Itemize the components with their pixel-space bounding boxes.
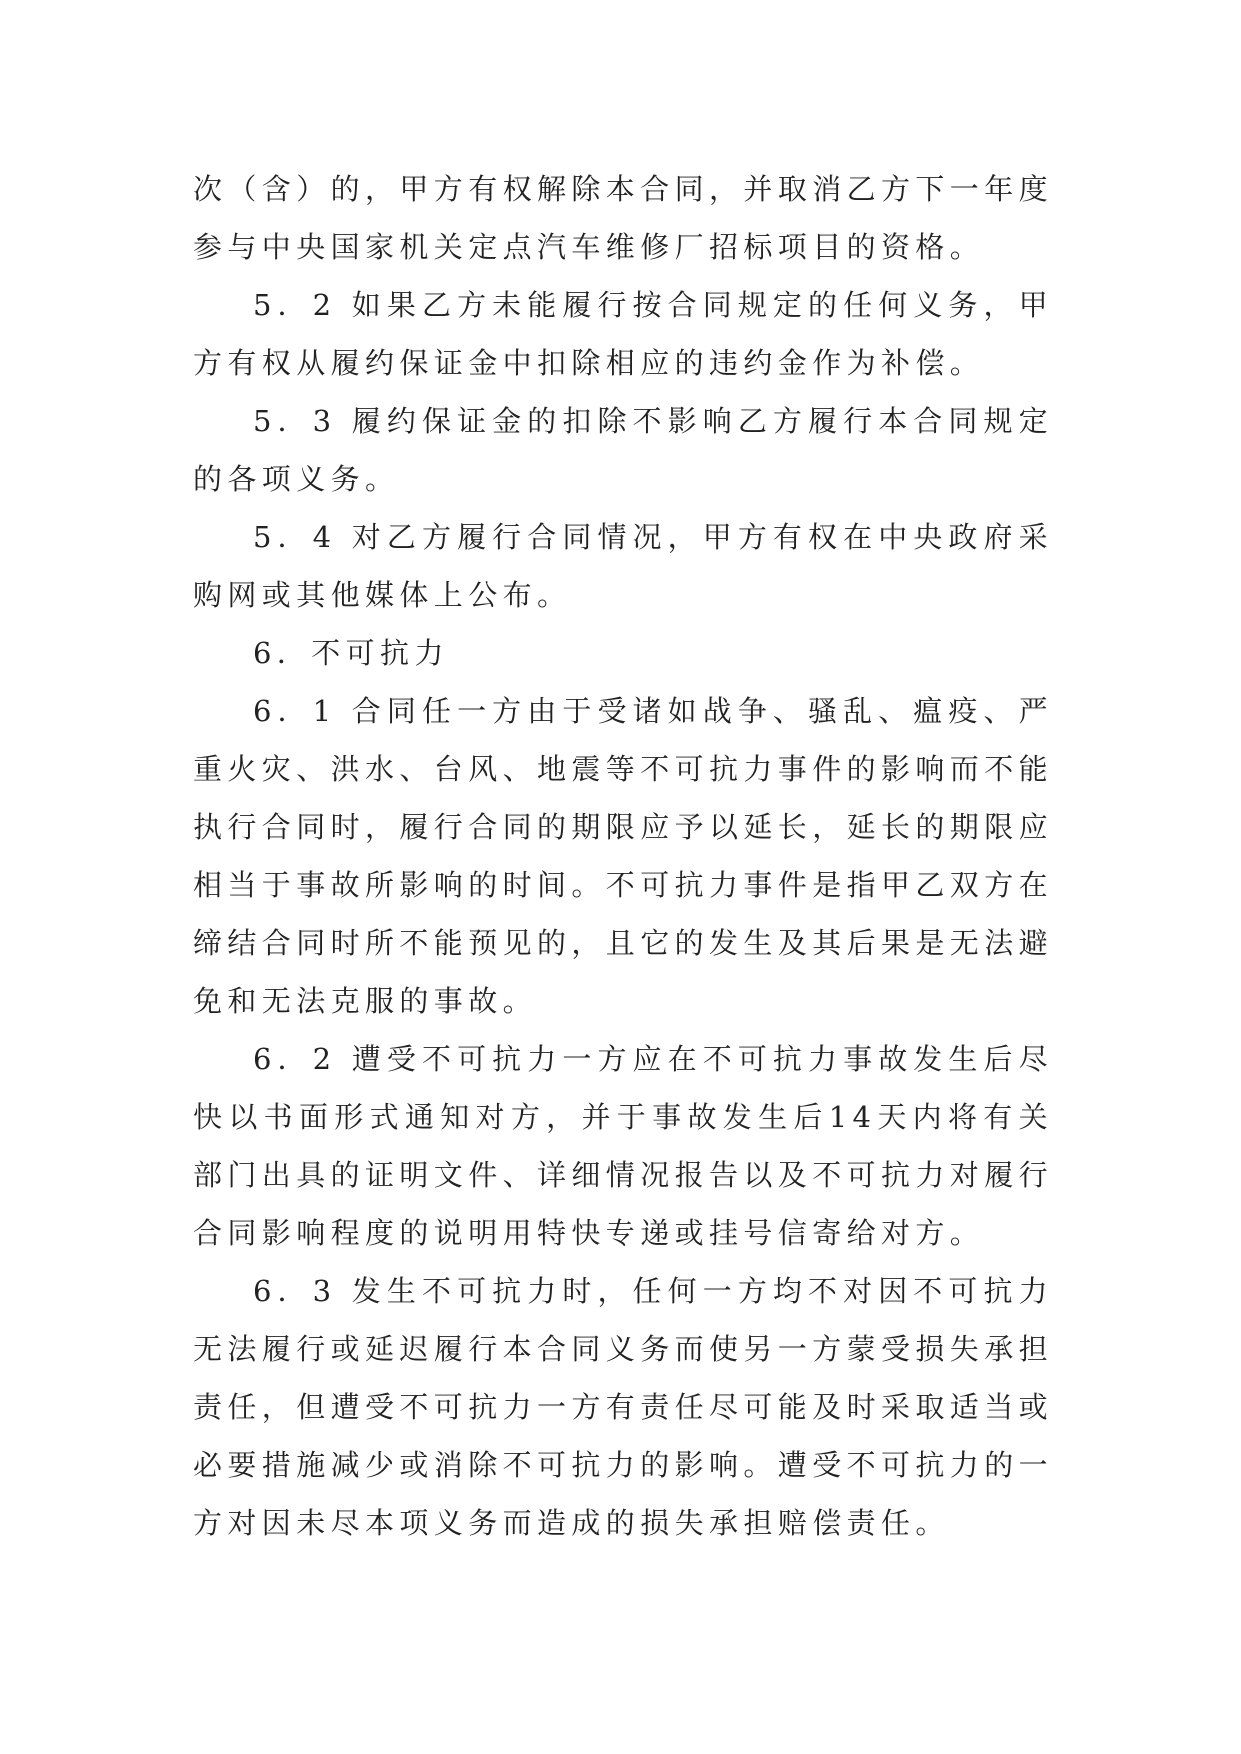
section-heading-6: 6．不可抗力 bbox=[253, 636, 449, 670]
paragraph-5-2: 5．2 如果乙方未能履行按合同规定的任何义务，甲方有权从履约保证金中扣除相应的违约金作为补偿。 bbox=[193, 288, 1053, 380]
paragraph-6-1: 6．1 合同任一方由于受诸如战争、骚乱、瘟疫、严重火灾、洪水、台风、地震等不可抗力事件的影响而不能执行合同时，履行合同的期限应予以延长，延长的期限应相当于事故所影响的时间。不可抗力事件是指甲乙双方在缔结合同时所不能预见的，且它的发生及其后果是无法避免和无法克服的事故。 bbox=[193, 694, 1054, 1018]
paragraph-6-2: 6．2 遭受不可抗力一方应在不可抗力事故发生后尽快以书面形式通知对方，并于事故发生后14天内将有关部门出具的证明文件、详细情况报告以及不可抗力对履行合同影响程度的说明用特快专递或挂号信寄给对方。 bbox=[193, 1042, 1054, 1250]
paragraph-continuation: 次（含）的，甲方有权解除本合同，并取消乙方下一年度参与中央国家机关定点汽车维修厂招标项目的资格。 bbox=[193, 172, 1054, 264]
paragraph-5-3: 5．3 履约保证金的扣除不影响乙方履行本合同规定的各项义务。 bbox=[193, 404, 1053, 496]
paragraph-6-3: 6．3 发生不可抗力时，任何一方均不对因不可抗力无法履行或延迟履行本合同义务而使另一方蒙受损失承担责任，但遭受不可抗力一方有责任尽可能及时采取适当或必要措施减少或消除不可抗力的影响。遭受不可抗力的一方对因未尽本项义务而造成的损失承担赔偿责任。 bbox=[193, 1274, 1054, 1540]
paragraph-5-4: 5．4 对乙方履行合同情况，甲方有权在中央政府采购网或其他媒体上公布。 bbox=[193, 520, 1053, 612]
document-body bbox=[193, 160, 1053, 1552]
